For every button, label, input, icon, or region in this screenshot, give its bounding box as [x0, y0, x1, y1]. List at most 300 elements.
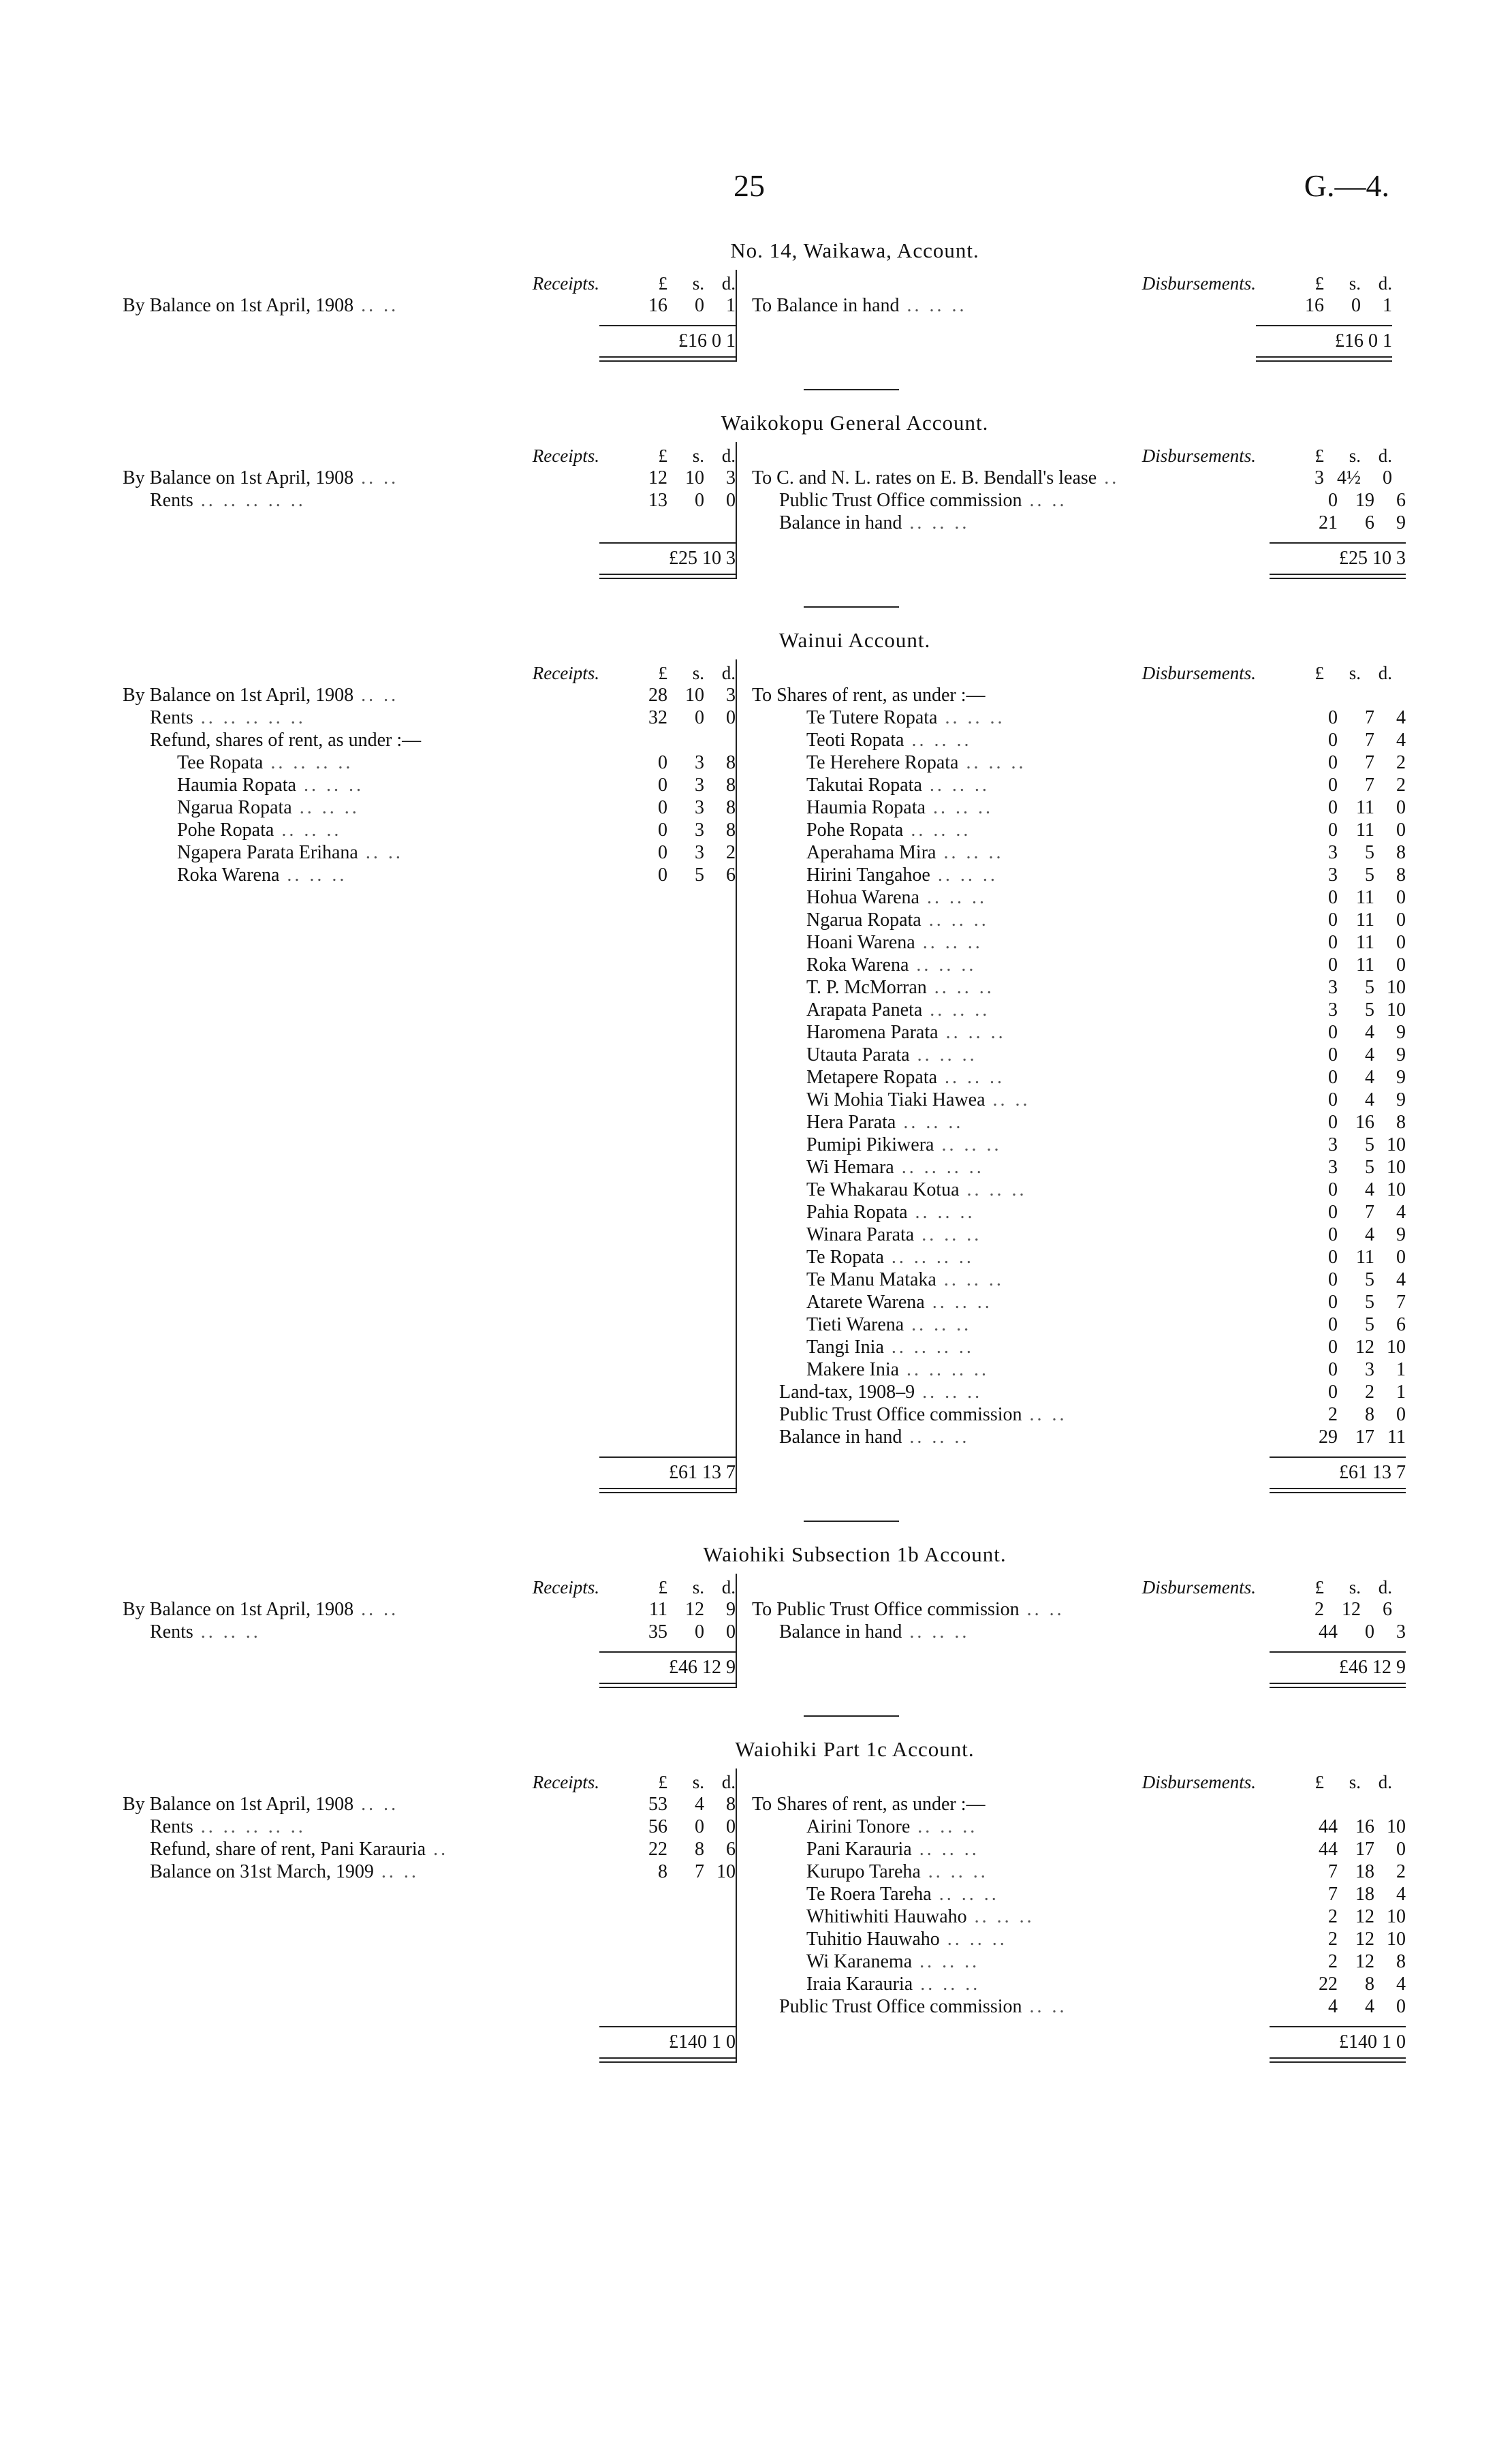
- pence: 0: [1396, 886, 1406, 908]
- pence: 0: [726, 706, 736, 728]
- double-rule: [1270, 574, 1406, 579]
- pence: 9: [1396, 1044, 1406, 1065]
- amount: [1278, 1292, 1406, 1313]
- receipt-row: [123, 774, 736, 796]
- pounds: 0: [1328, 774, 1338, 796]
- lsd-label: £: [1314, 1772, 1324, 1792]
- account-section: [123, 238, 1392, 362]
- receipt-row: [123, 1621, 736, 1643]
- disbursement-row: [752, 467, 1406, 489]
- account-section: [123, 411, 1406, 579]
- entry-text: Aperahama Mira: [806, 841, 936, 863]
- entry-label: [752, 1112, 1278, 1134]
- lsd-label: d.: [721, 1577, 736, 1598]
- page-number: 25: [734, 168, 765, 203]
- spacer-row: [123, 1426, 736, 1448]
- shillings: 12: [1342, 1598, 1361, 1620]
- entry-label: [123, 295, 599, 317]
- total-text: £46 12 9: [1339, 1657, 1406, 1678]
- amount: [1272, 1996, 1406, 2018]
- entry-label: [752, 1179, 1278, 1201]
- shillings: 11: [1356, 909, 1374, 931]
- pounds: 0: [658, 751, 667, 773]
- leader-dots: .. .. ..: [936, 841, 1004, 863]
- spacer-row: [123, 1905, 736, 1928]
- pounds: 0: [658, 819, 667, 841]
- amount: [1278, 1929, 1406, 1950]
- entry-text: By Balance on 1st April, 1908: [123, 1793, 354, 1815]
- amount: [605, 1816, 736, 1838]
- leader-dots: .. .. ..: [958, 751, 1026, 773]
- shillings: 5: [1365, 1156, 1374, 1178]
- leader-dots: .. .. .. .. ..: [193, 1816, 306, 1837]
- pence: 10: [1387, 976, 1406, 998]
- account-section: [123, 1542, 1406, 1688]
- pounds: 0: [1328, 751, 1338, 773]
- pence: 9: [1396, 512, 1406, 533]
- shillings: 7: [1365, 706, 1374, 728]
- leader-dots: .. .. ..: [902, 1426, 970, 1448]
- entry-text: Iraia Karauria: [806, 1973, 913, 1995]
- spacer-row: [123, 1358, 736, 1381]
- lsd-label: £: [658, 663, 667, 683]
- entry-text: To Balance in hand: [752, 294, 900, 316]
- spacer-row: [123, 1089, 736, 1111]
- entry-text: Roka Warena: [806, 954, 909, 976]
- pence: 10: [1387, 999, 1406, 1020]
- leader-dots: .. .. ..: [922, 999, 990, 1020]
- pounds: 0: [1328, 1111, 1338, 1133]
- section-divider: [804, 389, 899, 390]
- leader-dots: .. .. ..: [274, 819, 342, 841]
- lsd-label: s.: [692, 1577, 704, 1598]
- shillings: 4: [1365, 1066, 1374, 1088]
- entry-text: Tieti Warena: [806, 1313, 904, 1335]
- pounds: 32: [648, 706, 667, 728]
- pounds: 7: [1328, 1883, 1338, 1905]
- entry-text: Utauta Parata: [806, 1044, 910, 1065]
- leader-dots: .. .. ..: [925, 796, 993, 818]
- disbursement-row: [752, 841, 1406, 864]
- pence: 0: [726, 1621, 736, 1642]
- spacer-row: [123, 999, 736, 1021]
- pounds: 16: [648, 294, 667, 316]
- pounds: 0: [1328, 1246, 1338, 1268]
- pence: 4: [1396, 729, 1406, 751]
- pounds: 0: [1328, 489, 1338, 511]
- pounds: 0: [1328, 1179, 1338, 1200]
- pounds: 2: [1328, 1928, 1338, 1950]
- lsd-label: s.: [1349, 273, 1361, 294]
- shillings: 12: [1355, 1950, 1374, 1972]
- disbursement-row: [752, 1883, 1406, 1905]
- pounds: 0: [1328, 1268, 1338, 1290]
- leader-dots: .. .. ..: [921, 909, 989, 931]
- total-text: £16 0 1: [678, 330, 736, 352]
- disbursements-total: [752, 2027, 1406, 2057]
- lsd-label: s.: [692, 446, 704, 466]
- pence: 10: [1387, 1816, 1406, 1837]
- disbursement-row: [752, 954, 1406, 976]
- amount: [1278, 1202, 1406, 1224]
- leader-dots: .. .. ..: [904, 1313, 972, 1335]
- disbursements-column: [736, 1768, 1406, 2063]
- amount: [1278, 1951, 1406, 1973]
- lsd-header: [1256, 663, 1392, 684]
- leader-dots: .. ..: [353, 1598, 399, 1620]
- amount: [1256, 295, 1392, 317]
- pence: 9: [1396, 1224, 1406, 1245]
- amount: [1278, 730, 1406, 751]
- disbursement-row: [752, 706, 1406, 729]
- double-rule: [599, 356, 736, 362]
- pounds: 0: [1328, 1044, 1338, 1065]
- lsd-label: d.: [721, 273, 736, 294]
- lsd-header: [1256, 273, 1392, 294]
- receipt-row: [123, 489, 736, 512]
- shillings: 5: [1365, 1134, 1374, 1155]
- entry-text: Rents: [150, 1621, 193, 1642]
- pounds: 0: [1328, 1066, 1338, 1088]
- spacer-row: [123, 976, 736, 999]
- entry-label: [752, 490, 1272, 512]
- receipts-header: [123, 442, 736, 467]
- amount: [1278, 1134, 1406, 1156]
- amount: [1278, 1089, 1406, 1111]
- pence: 0: [1396, 954, 1406, 976]
- receipts-header: [123, 1768, 736, 1793]
- double-rule: [1270, 1488, 1406, 1493]
- pounds: 3: [1328, 841, 1338, 863]
- entry-text: By Balance on 1st April, 1908: [123, 1598, 354, 1620]
- account-columns: [123, 659, 1406, 1493]
- receipt-row: [123, 751, 736, 774]
- entry-label: [752, 1839, 1278, 1860]
- pence: 6: [1383, 1598, 1392, 1620]
- shillings: 5: [1365, 1268, 1374, 1290]
- entry-text: Public Trust Office commission: [779, 1995, 1022, 2017]
- amount: [1278, 1974, 1406, 1995]
- leader-dots: .. .. ..: [899, 294, 967, 316]
- amount: [1278, 909, 1406, 931]
- amount: [1278, 1839, 1406, 1860]
- disbursement-row: [752, 1381, 1406, 1403]
- entry-label: [752, 1269, 1278, 1291]
- spacer-row: [123, 1156, 736, 1179]
- disbursements-total: [752, 1653, 1406, 1683]
- entry-text: Haromena Parata: [806, 1021, 939, 1043]
- leader-dots: .. .. ..: [931, 1883, 999, 1905]
- entry-label: [752, 977, 1278, 999]
- amount: [1278, 999, 1406, 1021]
- amount: [1278, 1157, 1406, 1179]
- entry-text: Whitiwhiti Hauwaho: [806, 1905, 967, 1927]
- pence: 8: [726, 751, 736, 773]
- total-text: £46 12 9: [669, 1657, 736, 1678]
- shillings: 17: [1355, 1838, 1374, 1860]
- disbursement-row: [752, 909, 1406, 931]
- amount: [1278, 1067, 1406, 1089]
- entry-text: Te Whakarau Kotua: [806, 1179, 960, 1200]
- entry-label: [752, 1427, 1272, 1448]
- entry-text: To Shares of rent, as under :—: [752, 1793, 986, 1815]
- receipt-row: [123, 819, 736, 841]
- entry-label: [752, 1359, 1278, 1381]
- disbursements-column: [736, 270, 1392, 362]
- lsd-label: d.: [1378, 1577, 1392, 1598]
- entry-label: [752, 887, 1278, 909]
- entry-text: To Public Trust Office commission: [752, 1598, 1020, 1620]
- shillings: 3: [695, 819, 704, 841]
- disbursement-row: [752, 931, 1406, 954]
- entry-label: [752, 954, 1278, 976]
- entry-label: [123, 1861, 605, 1883]
- disbursement-row: [752, 1336, 1406, 1358]
- shillings: 4: [1365, 1089, 1374, 1110]
- entry-label: [123, 1794, 599, 1816]
- entry-text: Pohe Ropata: [806, 819, 904, 841]
- lsd-header: [599, 663, 736, 684]
- entry-label: [752, 752, 1278, 774]
- amount: [1278, 797, 1406, 819]
- shillings: 4: [1365, 1224, 1374, 1245]
- entry-text: Hera Parata: [806, 1111, 896, 1133]
- amount: [612, 820, 736, 841]
- entry-text: Winara Parata: [806, 1224, 915, 1245]
- lsd-label: s.: [1349, 1577, 1361, 1598]
- shillings: 0: [695, 294, 704, 316]
- receipts-total: [123, 1653, 736, 1683]
- entry-text: Hohua Warena: [806, 886, 919, 908]
- pence: 8: [726, 774, 736, 796]
- entry-label: [752, 1337, 1278, 1358]
- shillings: 4: [1365, 1021, 1374, 1043]
- shillings: 11: [1356, 796, 1374, 818]
- disbursement-row: [752, 1598, 1406, 1621]
- pence: 8: [1396, 1950, 1406, 1972]
- pounds: 2: [1328, 1905, 1338, 1927]
- pounds: 0: [1328, 1358, 1338, 1380]
- lsd-label: £: [658, 1577, 667, 1598]
- leader-dots: .. .. .. ..: [894, 1156, 984, 1178]
- pence: 0: [1396, 909, 1406, 931]
- pounds: 0: [1328, 1021, 1338, 1043]
- pounds: 44: [1319, 1621, 1338, 1642]
- lsd-label: d.: [721, 663, 736, 683]
- disbursement-row: [752, 1403, 1406, 1426]
- leader-dots: .. .. ..: [930, 864, 998, 886]
- disbursement-row: [752, 999, 1406, 1021]
- spacer-row: [123, 1883, 736, 1905]
- shillings: 0: [1365, 1621, 1374, 1642]
- leader-dots: .. .. ..: [938, 1021, 1006, 1043]
- amount: [1278, 752, 1406, 774]
- pounds: 22: [1319, 1973, 1338, 1995]
- receipts-header: [123, 1574, 736, 1598]
- leader-dots: .. .. ..: [912, 1950, 980, 1972]
- leader-dots: .. .. .. ..: [883, 1336, 974, 1358]
- pence: 8: [1396, 841, 1406, 863]
- receipt-row: [123, 684, 736, 706]
- leader-dots: .. .. ..: [896, 1111, 964, 1133]
- entry-label: [752, 1224, 1278, 1246]
- pounds: 0: [1328, 1336, 1338, 1358]
- disbursement-row: [752, 1044, 1406, 1066]
- amount: [612, 864, 736, 886]
- spacer-row: [123, 1381, 736, 1403]
- disbursement-row: [752, 976, 1406, 999]
- amount: [1272, 1382, 1406, 1403]
- leader-dots: .. .. ..: [279, 864, 347, 886]
- entry-label: [123, 1816, 605, 1838]
- account-section: [123, 628, 1406, 1493]
- amount: [1272, 1404, 1406, 1426]
- amount: [1278, 1179, 1406, 1201]
- amount: [1278, 887, 1406, 909]
- leader-dots: .. .. ..: [903, 819, 971, 841]
- leader-dots: .. ..: [353, 1793, 399, 1815]
- pounds: 12: [648, 467, 667, 488]
- disbursements-header: [752, 1574, 1406, 1598]
- lsd-label: d.: [1378, 446, 1392, 466]
- pounds: 44: [1319, 1838, 1338, 1860]
- lsd-label: s.: [692, 663, 704, 683]
- disbursement-row: [752, 729, 1406, 751]
- entry-label: [752, 1906, 1278, 1928]
- disbursement-row: [752, 796, 1406, 819]
- entry-label: [752, 1157, 1278, 1179]
- account-title: No. 14, Waikawa, Account.: [730, 238, 979, 262]
- spacer-row: [123, 1179, 736, 1201]
- shillings: 16: [1355, 1816, 1374, 1837]
- lsd-header: [599, 1577, 736, 1598]
- lsd-label: s.: [692, 273, 704, 294]
- entry-text: Te Manu Mataka: [806, 1268, 936, 1290]
- leader-dots: ..: [1097, 467, 1120, 488]
- shillings: 18: [1355, 1883, 1374, 1905]
- amount: [599, 467, 736, 489]
- entry-label: [123, 820, 612, 841]
- entry-label: [752, 999, 1278, 1021]
- document-code: G.—4.: [1304, 168, 1389, 203]
- disbursement-row: [752, 1291, 1406, 1313]
- spacer-row: [123, 1336, 736, 1358]
- receipt-row: [123, 841, 736, 864]
- account-columns: [123, 1574, 1406, 1688]
- amount: [1278, 1314, 1406, 1336]
- amount: [1278, 864, 1406, 886]
- entry-text: Refund, shares of rent, as under :—: [150, 729, 422, 751]
- lsd-label: s.: [1349, 663, 1361, 683]
- shillings: 7: [1365, 751, 1374, 773]
- pence: 9: [726, 1598, 736, 1620]
- amount: [1278, 954, 1406, 976]
- leader-dots: .. .. ..: [907, 1201, 975, 1223]
- leader-dots: .. ..: [358, 841, 403, 863]
- receipt-row: [123, 1816, 736, 1838]
- shillings: 8: [1365, 1403, 1374, 1425]
- pounds: 0: [1328, 1381, 1338, 1403]
- amount: [612, 752, 736, 774]
- amount: [1278, 1247, 1406, 1268]
- shillings: 5: [695, 864, 704, 886]
- leader-dots: .. ..: [1022, 489, 1067, 511]
- disbursements-heading: Disbursements.: [1141, 446, 1256, 466]
- entry-text: Roka Warena: [177, 864, 280, 886]
- disbursements-total: [752, 544, 1406, 574]
- pence: 6: [726, 864, 736, 886]
- pounds: 0: [1328, 1291, 1338, 1313]
- receipts-column: [123, 270, 736, 362]
- pence: 1: [1396, 1381, 1406, 1403]
- total-text: £25 10 3: [669, 548, 736, 569]
- leader-dots: .. .. ..: [922, 774, 990, 796]
- entry-text: Takutai Ropata: [806, 774, 922, 796]
- lsd-label: £: [1314, 446, 1324, 466]
- entry-label: [752, 467, 1256, 489]
- receipt-row: [123, 294, 736, 317]
- pounds: 16: [1305, 294, 1324, 316]
- entry-label: [752, 1067, 1278, 1089]
- pence: 4: [1396, 706, 1406, 728]
- spacer-row: [123, 1928, 736, 1950]
- pounds: 0: [1328, 796, 1338, 818]
- receipts-heading: Receipts.: [532, 1772, 599, 1792]
- receipts-heading: Receipts.: [532, 1577, 599, 1598]
- shillings: 3: [695, 796, 704, 818]
- leader-dots: .. .. ..: [936, 1268, 1004, 1290]
- receipts-total: [123, 1458, 736, 1488]
- spacer-row: [123, 1291, 736, 1313]
- entry-label: [752, 1314, 1278, 1336]
- disbursement-row: [752, 1860, 1406, 1883]
- entry-label: [752, 1599, 1256, 1621]
- disbursement-row: [752, 1793, 1406, 1816]
- disbursement-row: [752, 1201, 1406, 1224]
- pence: 3: [726, 684, 736, 706]
- leader-dots: .. .. ..: [937, 706, 1005, 728]
- amount: [612, 797, 736, 819]
- lsd-label: £: [658, 273, 667, 294]
- pence: 10: [716, 1860, 736, 1882]
- entry-label: [123, 864, 612, 886]
- entry-text: Wi Hemara: [806, 1156, 894, 1178]
- pence: 9: [1396, 1089, 1406, 1110]
- pence: 0: [726, 489, 736, 511]
- entry-label: [123, 730, 605, 751]
- spacer-row: [123, 1201, 736, 1224]
- shillings: 0: [695, 706, 704, 728]
- lsd-label: £: [1314, 663, 1324, 683]
- section-divider: [804, 1715, 899, 1717]
- shillings: 11: [1356, 819, 1374, 841]
- pence: 9: [1396, 1021, 1406, 1043]
- amount: [605, 1621, 736, 1643]
- lsd-label: £: [1314, 1577, 1324, 1598]
- shillings: 4½: [1337, 467, 1361, 488]
- disbursements-header: [752, 270, 1392, 294]
- pounds: 53: [648, 1793, 667, 1815]
- pounds: 0: [1328, 1089, 1338, 1110]
- disbursement-row: [752, 751, 1406, 774]
- lsd-label: d.: [721, 1772, 736, 1792]
- pence: 7: [1396, 1291, 1406, 1313]
- accounts-sheet: [123, 238, 1406, 2063]
- pounds: 0: [1328, 1224, 1338, 1245]
- pence: 0: [1396, 1995, 1406, 2017]
- entry-text: Land-tax, 1908–9: [779, 1381, 915, 1403]
- double-rule: [599, 1683, 736, 1688]
